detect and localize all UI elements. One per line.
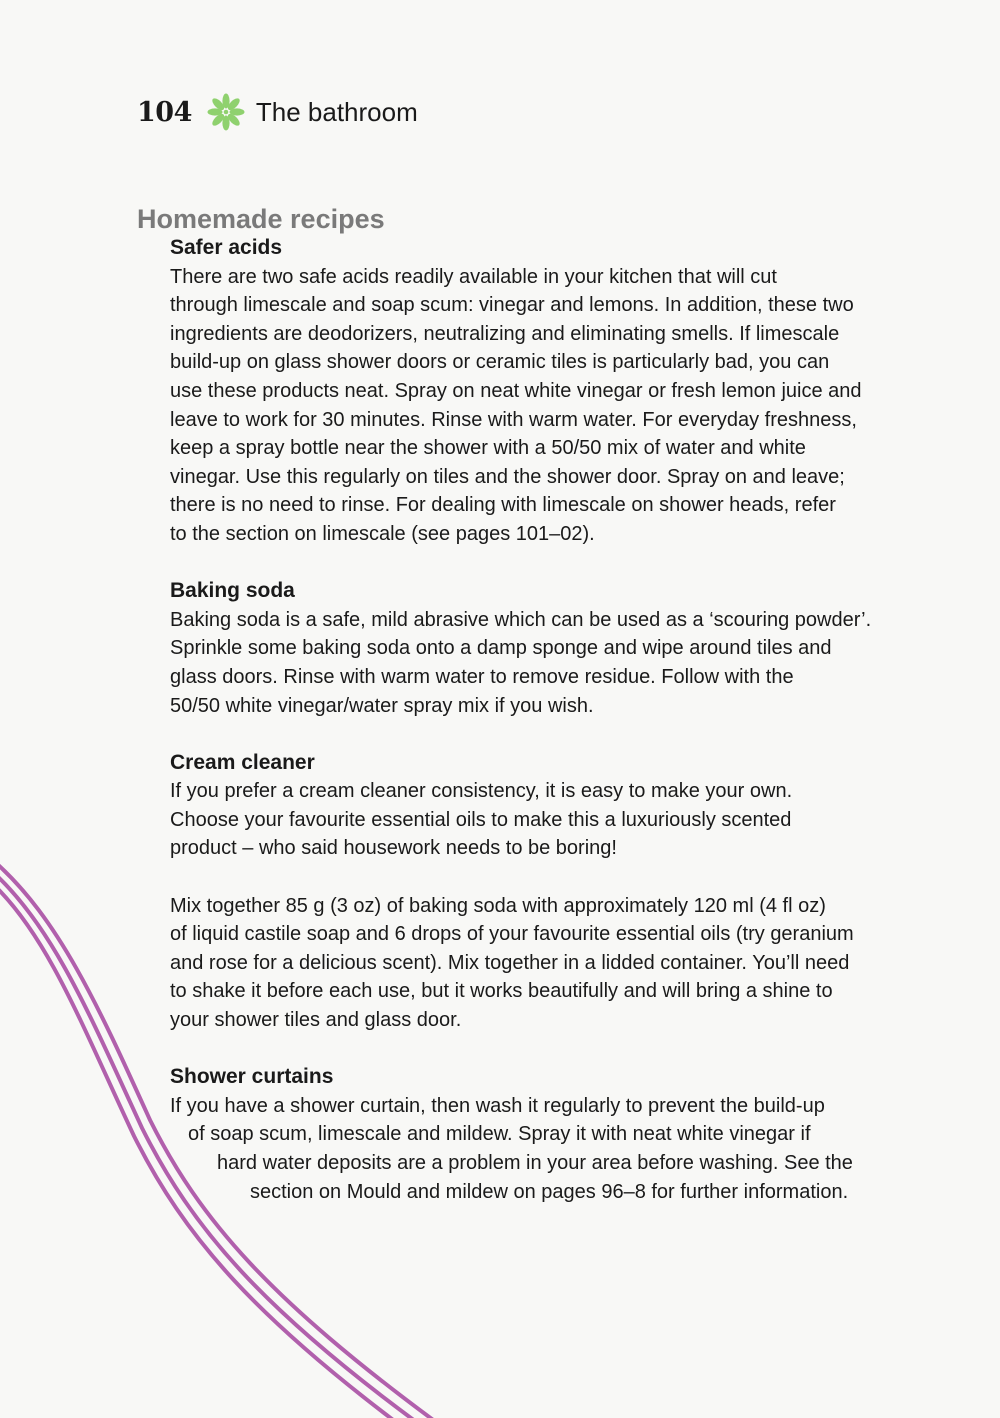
body-text-line: use these products neat. Spray on neat white vinegar or fresh lemon juice and bbox=[170, 379, 862, 402]
recipe-section bbox=[137, 234, 937, 549]
body-text-line: hard water deposits are a problem in your area before washing. See the bbox=[217, 1152, 853, 1174]
body-text-line: leave to work for 30 minutes. Rinse with warm water. For everyday freshness, bbox=[170, 408, 857, 431]
page-number: 104 bbox=[137, 96, 192, 128]
recipe-heading: Cream cleaner bbox=[170, 750, 315, 774]
recipe-section bbox=[137, 1035, 937, 1207]
body-text-line: If you prefer a cream cleaner consistency, it is easy to make your own. bbox=[170, 780, 793, 803]
body-text-line: glass doors. Rinse with warm water to remove residue. Follow with the bbox=[170, 665, 794, 688]
recipe-section bbox=[137, 549, 937, 721]
body-text-line: keep a spray bottle near the shower with a 50/50 mix of water and white bbox=[170, 437, 806, 460]
flower-icon bbox=[206, 92, 246, 132]
body-text-line: and rose for a delicious scent). Mix together in a lidded container. You’ll need bbox=[170, 951, 850, 974]
recipe-section bbox=[137, 720, 937, 1035]
body-text-line: Baking soda is a safe, mild abrasive which can be used as a ‘scouring powder’. bbox=[170, 608, 872, 631]
section-title: Homemade recipes bbox=[137, 204, 385, 234]
body-text-line: 50/50 white vinegar/water spray mix if you wish. bbox=[170, 694, 594, 717]
body-text-line: to the section on limescale (see pages 101–02). bbox=[170, 522, 595, 545]
body-text-line: ingredients are deodorizers, neutralizing and eliminating smells. If limescale bbox=[170, 322, 840, 345]
recipe-heading: Safer acids bbox=[170, 236, 283, 259]
body-text-line: Mix together 85 g (3 oz) of baking soda with approximately 120 ml (4 fl oz) bbox=[170, 894, 826, 917]
recipe-heading: Baking soda bbox=[170, 579, 295, 603]
page-header bbox=[137, 94, 418, 130]
body-text-line: of liquid castile soap and 6 drops of your favourite essential oils (try geranium bbox=[170, 923, 854, 946]
body-text-line: to shake it before each use, but it works beautifully and will bring a shine to bbox=[170, 980, 833, 1003]
page-content bbox=[137, 205, 937, 1206]
recipe-heading: Shower curtains bbox=[170, 1065, 334, 1089]
body-text-line: Choose your favourite essential oils to make this a luxuriously scented bbox=[170, 808, 792, 831]
body-text-line: vinegar. Use this regularly on tiles and the shower door. Spray on and leave; bbox=[170, 465, 845, 488]
chapter-title: The bathroom bbox=[255, 96, 418, 127]
body-text-line: through limescale and soap scum: vinegar and lemons. In addition, these two bbox=[170, 294, 854, 317]
body-text-line: If you have a shower curtain, then wash it regularly to prevent the build-up bbox=[170, 1094, 825, 1117]
body-text-line: section on Mould and mildew on pages 96–8 for further information. bbox=[250, 1180, 849, 1203]
body-text-line: there is no need to rinse. For dealing with limescale on shower heads, refer bbox=[170, 494, 836, 517]
body-text-line: build-up on glass shower doors or ceramic tiles is particularly bad, you can bbox=[170, 351, 830, 374]
body-text-line: There are two safe acids readily available in your kitchen that will cut bbox=[170, 265, 777, 288]
body-text-line: of soap scum, limescale and mildew. Spray it with neat white vinegar if bbox=[188, 1123, 811, 1146]
body-text-line: your shower tiles and glass door. bbox=[170, 1009, 462, 1032]
body-text-line: Sprinkle some baking soda onto a damp sponge and wipe around tiles and bbox=[170, 637, 832, 660]
body-text-line: product – who said housework needs to be boring! bbox=[170, 837, 617, 860]
